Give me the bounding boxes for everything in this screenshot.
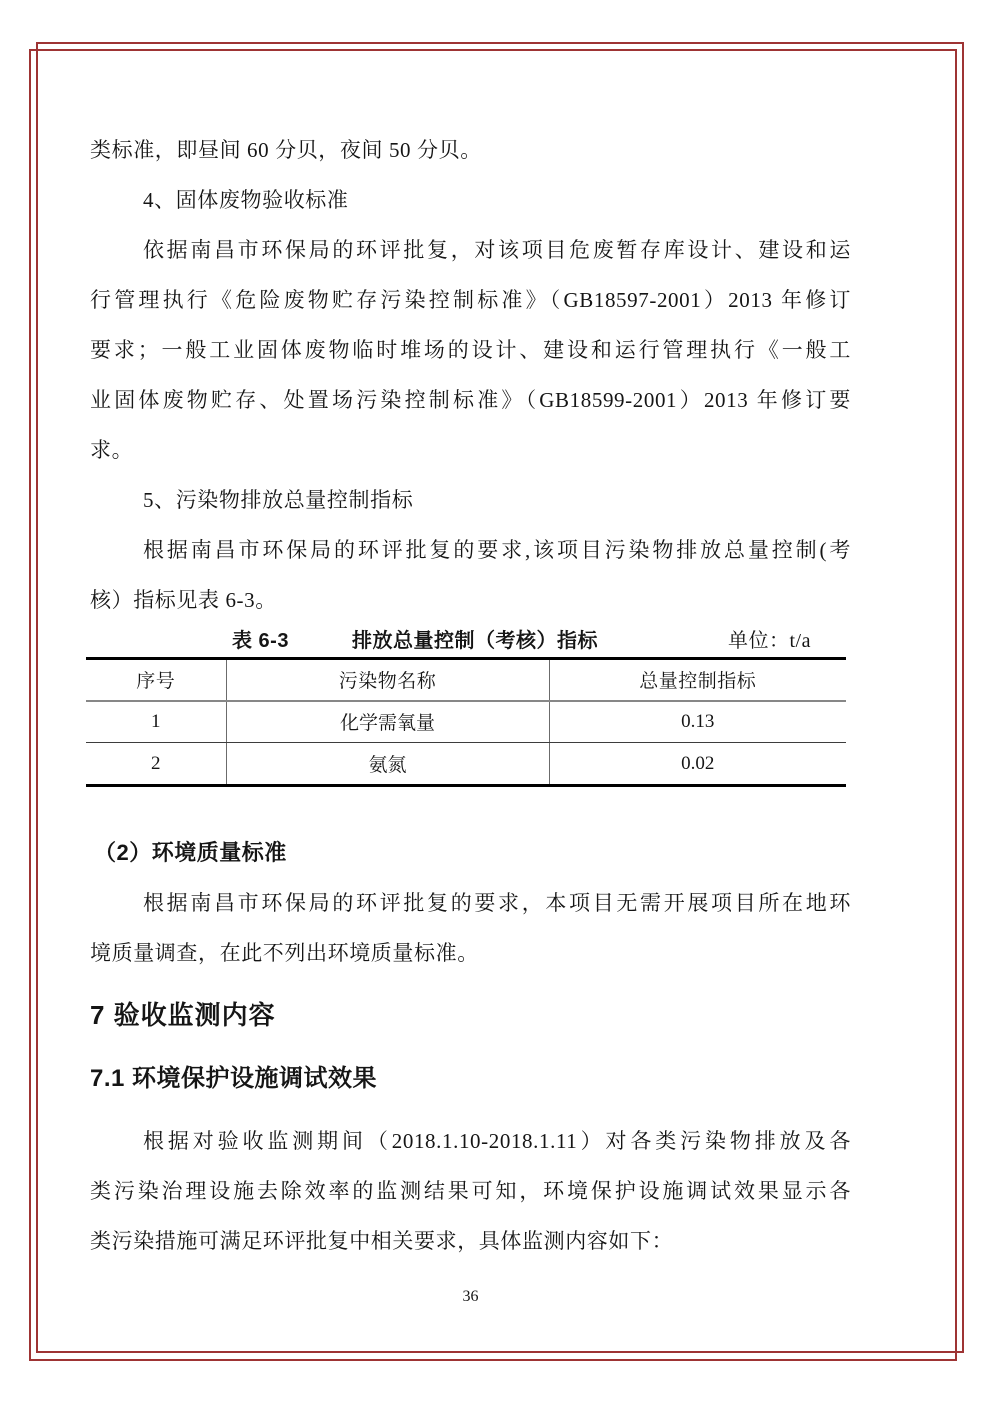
table-caption-unit: 单位：t/a <box>728 630 811 652</box>
cell-index: 1 <box>86 701 226 743</box>
page-number: 36 <box>462 1288 479 1305</box>
column-header-index: 序号 <box>86 659 226 701</box>
table-row <box>86 701 846 743</box>
paragraph-line: 根据南昌市环保局的环评批复的要求，本项目无需开展项目所在地环 <box>143 891 851 915</box>
paragraph-line: 境质量调查，在此不列出环境质量标准。 <box>90 941 479 965</box>
paragraph-line: 求。 <box>90 438 134 462</box>
cell-pollutant: 化学需氧量 <box>226 701 549 743</box>
table-header-row <box>86 659 846 701</box>
column-header-quota: 总量控制指标 <box>549 659 846 701</box>
chapter-heading: 7 验收监测内容 <box>90 1000 276 1030</box>
paragraph-line: 类污染治理设施去除效率的监测结果可知，环境保护设施调试效果显示各 <box>90 1179 851 1203</box>
list-item-heading: 4、固体废物验收标准 <box>143 188 349 212</box>
paragraph-line: 行管理执行《危险废物贮存污染控制标准》（GB18597-2001）2013 年修订 <box>90 288 851 312</box>
table-caption-label: 表 6-3 <box>232 630 289 652</box>
column-header-pollutant: 污染物名称 <box>226 659 549 701</box>
cell-quota: 0.13 <box>549 701 846 743</box>
closing-paragraph <box>90 1116 851 1266</box>
paragraph-line: 核）指标见表 6-3。 <box>90 588 277 612</box>
section-heading: 7.1 环境保护设施调试效果 <box>90 1065 378 1092</box>
paragraph-line: 类标准，即昼间 60 分贝，夜间 50 分贝。 <box>90 138 482 162</box>
paragraph-line: 根据对验收监测期间（2018.1.10-2018.1.11）对各类污染物排放及各 <box>143 1129 851 1153</box>
table-caption <box>86 625 846 657</box>
quota-control-table <box>86 657 846 787</box>
cell-pollutant: 氨氮 <box>226 743 549 786</box>
paragraph-line: 根据南昌市环保局的环评批复的要求,该项目污染物排放总量控制(考 <box>143 538 851 562</box>
paragraph-line: 要求；一般工业固体废物临时堆场的设计、建设和运行管理执行《一般工 <box>90 338 851 362</box>
cell-quota: 0.02 <box>681 752 715 774</box>
paragraph-line: 类污染措施可满足环评批复中相关要求，具体监测内容如下： <box>90 1229 674 1253</box>
cell-index: 2 <box>86 743 226 786</box>
list-item-heading: 5、污染物排放总量控制指标 <box>143 488 414 512</box>
table-caption-title: 排放总量控制（考核）指标 <box>352 630 598 652</box>
subsection-heading-env-quality: （2）环境质量标准 <box>94 840 287 865</box>
table-row <box>86 743 846 786</box>
paragraph-line: 依据南昌市环保局的环评批复，对该项目危废暂存库设计、建设和运 <box>143 238 851 262</box>
paragraph-line: 业固体废物贮存、处置场污染控制标准》（GB18599-2001）2013 年修订要 <box>90 388 851 412</box>
document-body <box>90 125 851 1266</box>
